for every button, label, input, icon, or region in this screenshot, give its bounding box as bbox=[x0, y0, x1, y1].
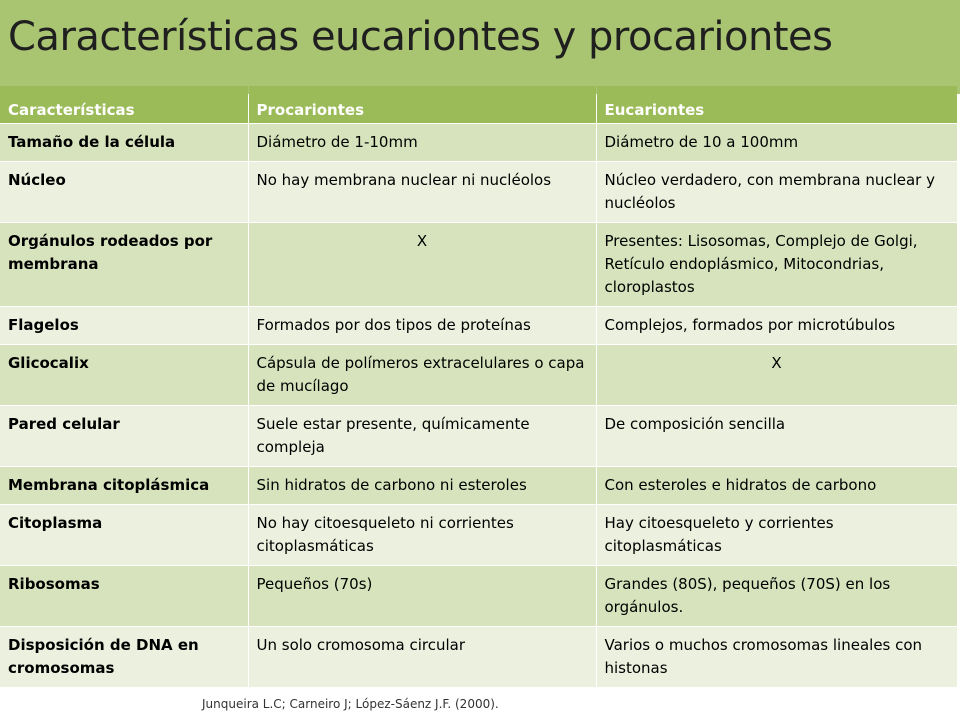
eukaryote-cell: De composición sencilla bbox=[596, 406, 957, 467]
prokaryote-cell: No hay membrana nuclear ni nucléolos bbox=[248, 162, 596, 223]
eukaryote-cell: Diámetro de 10 a 100mm bbox=[596, 124, 957, 162]
prokaryote-cell: Cápsula de polímeros extracelulares o capa de mucílago bbox=[248, 345, 596, 406]
header-prokaryotes: Procariontes bbox=[248, 86, 596, 124]
table-row bbox=[0, 566, 957, 627]
table-row bbox=[0, 124, 957, 162]
feature-cell: Pared celular bbox=[0, 406, 248, 467]
prokaryote-cell: Formados por dos tipos de proteínas bbox=[248, 307, 596, 345]
table-row bbox=[0, 627, 957, 688]
feature-cell: Núcleo bbox=[0, 162, 248, 223]
slide-title: Características eucariontes y procariontes bbox=[8, 14, 833, 60]
feature-cell: Orgánulos rodeados por membrana bbox=[0, 223, 248, 307]
prokaryote-cell: No hay citoesqueleto ni corrientes citoplasmáticas bbox=[248, 505, 596, 566]
feature-cell: Tamaño de la célula bbox=[0, 124, 248, 162]
eukaryote-cell: Hay citoesqueleto y corrientes citoplasmáticas bbox=[596, 505, 957, 566]
table-row bbox=[0, 223, 957, 307]
eukaryote-cell: Núcleo verdadero, con membrana nuclear y nucléolos bbox=[596, 162, 957, 223]
prokaryote-cell: Sin hidratos de carbono ni esteroles bbox=[248, 467, 596, 505]
table-row bbox=[0, 307, 957, 345]
table-row bbox=[0, 406, 957, 467]
feature-cell: Citoplasma bbox=[0, 505, 248, 566]
comparison-table bbox=[0, 86, 958, 687]
prokaryote-cell: Un solo cromosoma circular bbox=[248, 627, 596, 688]
prokaryote-cell: Diámetro de 1-10mm bbox=[248, 124, 596, 162]
feature-cell: Ribosomas bbox=[0, 566, 248, 627]
eukaryote-cell: Presentes: Lisosomas, Complejo de Golgi, Retículo endoplásmico, Mitocondrias, cloroplastos bbox=[596, 223, 957, 307]
feature-cell: Disposición de DNA en cromosomas bbox=[0, 627, 248, 688]
prokaryote-cell: X bbox=[248, 223, 596, 307]
prokaryote-cell: Suele estar presente, químicamente compleja bbox=[248, 406, 596, 467]
header-characteristics: Características bbox=[0, 86, 248, 124]
prokaryote-cell: Pequeños (70s) bbox=[248, 566, 596, 627]
feature-cell: Flagelos bbox=[0, 307, 248, 345]
table-row bbox=[0, 467, 957, 505]
table-row bbox=[0, 505, 957, 566]
eukaryote-cell: X bbox=[596, 345, 957, 406]
feature-cell: Membrana citoplásmica bbox=[0, 467, 248, 505]
table-row bbox=[0, 345, 957, 406]
header-eukaryotes: Eucariontes bbox=[596, 86, 957, 124]
eukaryote-cell: Con esteroles e hidratos de carbono bbox=[596, 467, 957, 505]
eukaryote-cell: Varios o muchos cromosomas lineales con histonas bbox=[596, 627, 957, 688]
citation-text: Junqueira L.C; Carneiro J; López-Sáenz J.F. (2000). bbox=[202, 697, 499, 711]
eukaryote-cell: Grandes (80S), pequeños (70S) en los orgánulos. bbox=[596, 566, 957, 627]
eukaryote-cell: Complejos, formados por microtúbulos bbox=[596, 307, 957, 345]
table-row bbox=[0, 162, 957, 223]
comparison-table-container bbox=[0, 86, 957, 687]
feature-cell: Glicocalix bbox=[0, 345, 248, 406]
title-band bbox=[0, 0, 960, 94]
